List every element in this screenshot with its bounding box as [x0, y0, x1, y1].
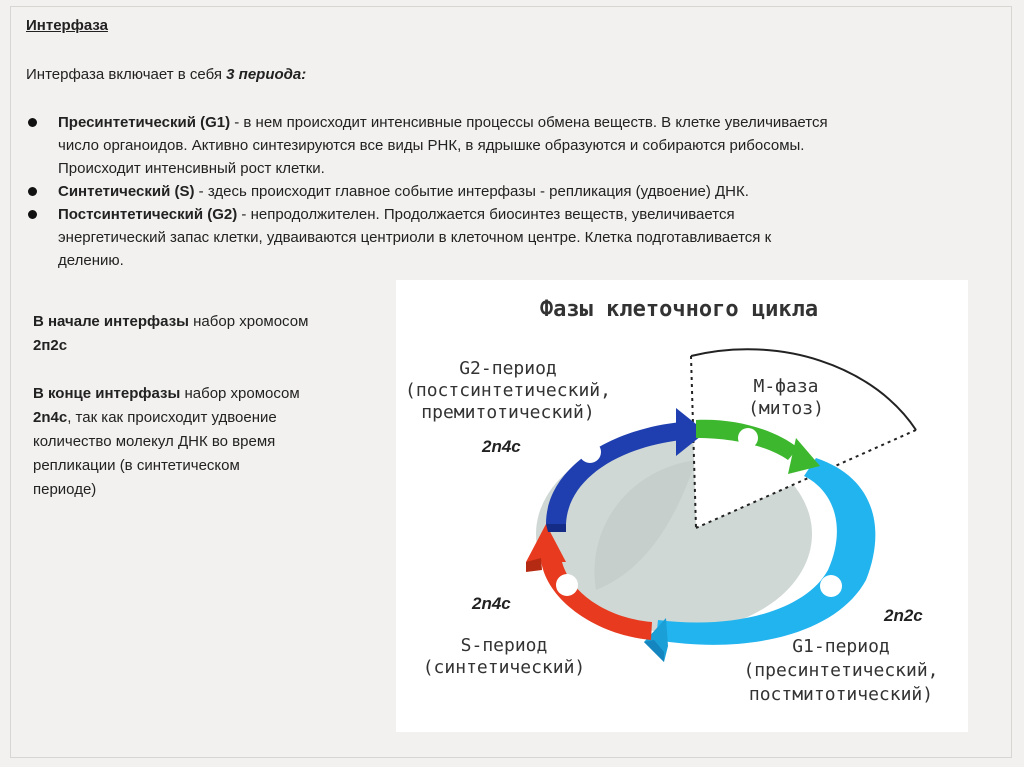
m-label-line1: М-фаза	[753, 376, 819, 397]
periods-list	[26, 111, 996, 272]
note-start	[33, 310, 363, 358]
list-item-g1	[26, 111, 996, 180]
s-label-line1: S-период	[460, 635, 548, 656]
s-marker-dot	[556, 574, 578, 596]
intro-text	[26, 66, 306, 83]
g1-marker-dot	[820, 575, 842, 597]
s-formula: 2n4c	[472, 594, 511, 613]
note-end-text: набор хромосом	[180, 385, 300, 402]
note-end-rest-1: , так как происходит удвоение	[67, 409, 277, 426]
desc-g1-line1: - в нем происходит интенсивные процессы обмена веществ. В клетке увеличивается	[230, 114, 828, 131]
note-end-formula: 2n4c	[33, 409, 68, 426]
desc-g2-line1: - непродолжителен. Продолжается биосинтез веществ, увеличивается	[237, 206, 735, 223]
term-g1: Пресинтетический (G1)	[58, 114, 231, 131]
intro-plain: Интерфаза включает в себя	[26, 66, 227, 83]
diagram-title: Фазы клеточного цикла	[539, 297, 819, 322]
term-g2: Постсинтетический (G2)	[58, 206, 238, 223]
note-start-text: набор хромосом	[188, 313, 309, 330]
note-start-bold: В начале интерфазы	[33, 313, 189, 330]
g2-marker-dot	[579, 441, 601, 463]
s-label-line2: (синтетический)	[422, 657, 586, 678]
g2-formula: 2n4c	[482, 437, 521, 456]
g2-label-line3: премитотический)	[421, 402, 595, 423]
m-label-line2: (митоз)	[748, 398, 824, 419]
note-end-rest-3: репликации (в синтетическом	[33, 457, 240, 474]
g1-label-line3: постмитотический)	[748, 684, 934, 705]
note-end-rest-4: периоде)	[33, 481, 97, 498]
g2-arc-shade	[546, 524, 566, 532]
desc-g2-line2: энергетический запас клетки, удваиваются центриоли в клеточном центре. Клетка подготавливается к	[58, 229, 772, 246]
g2-label-line1: G2-период	[459, 358, 557, 379]
g1-label-line2: (пресинтетический,	[743, 660, 939, 681]
note-end-rest-2: количество молекул ДНК во время	[33, 433, 276, 450]
list-item-g2	[26, 203, 996, 272]
bullet-icon	[28, 187, 37, 196]
list-item-s	[26, 180, 996, 203]
desc-g2-line3: делению.	[58, 252, 124, 269]
note-start-formula: 2п2с	[33, 337, 68, 354]
intro-emphasis: 3 периода:	[226, 66, 307, 83]
page-title: Интерфаза	[26, 17, 108, 34]
chromosome-note	[33, 310, 363, 526]
note-end-bold: В конце интерфазы	[33, 385, 181, 402]
g2-label-line2: (постсинтетический,	[405, 380, 611, 401]
m-marker-dot	[738, 428, 758, 448]
desc-s-line1: - здесь происходит главное событие интерфазы - репликация (удвоение) ДНК.	[194, 183, 749, 200]
bullet-icon	[28, 118, 37, 127]
term-s: Синтетический (S)	[58, 183, 195, 200]
g1-label-line1: G1-период	[792, 636, 890, 657]
note-end	[33, 382, 363, 502]
cell-cycle-diagram	[396, 280, 968, 732]
bullet-icon	[28, 210, 37, 219]
cell-cycle-svg	[396, 280, 968, 732]
desc-g1-line3: Происходит интенсивный рост клетки.	[58, 160, 325, 177]
desc-g1-line2: число органоидов. Активно синтезируются все виды РНК, в ядрышке образуются и собираются рибосомы.	[58, 137, 805, 154]
g1-formula: 2n2c	[884, 606, 923, 625]
